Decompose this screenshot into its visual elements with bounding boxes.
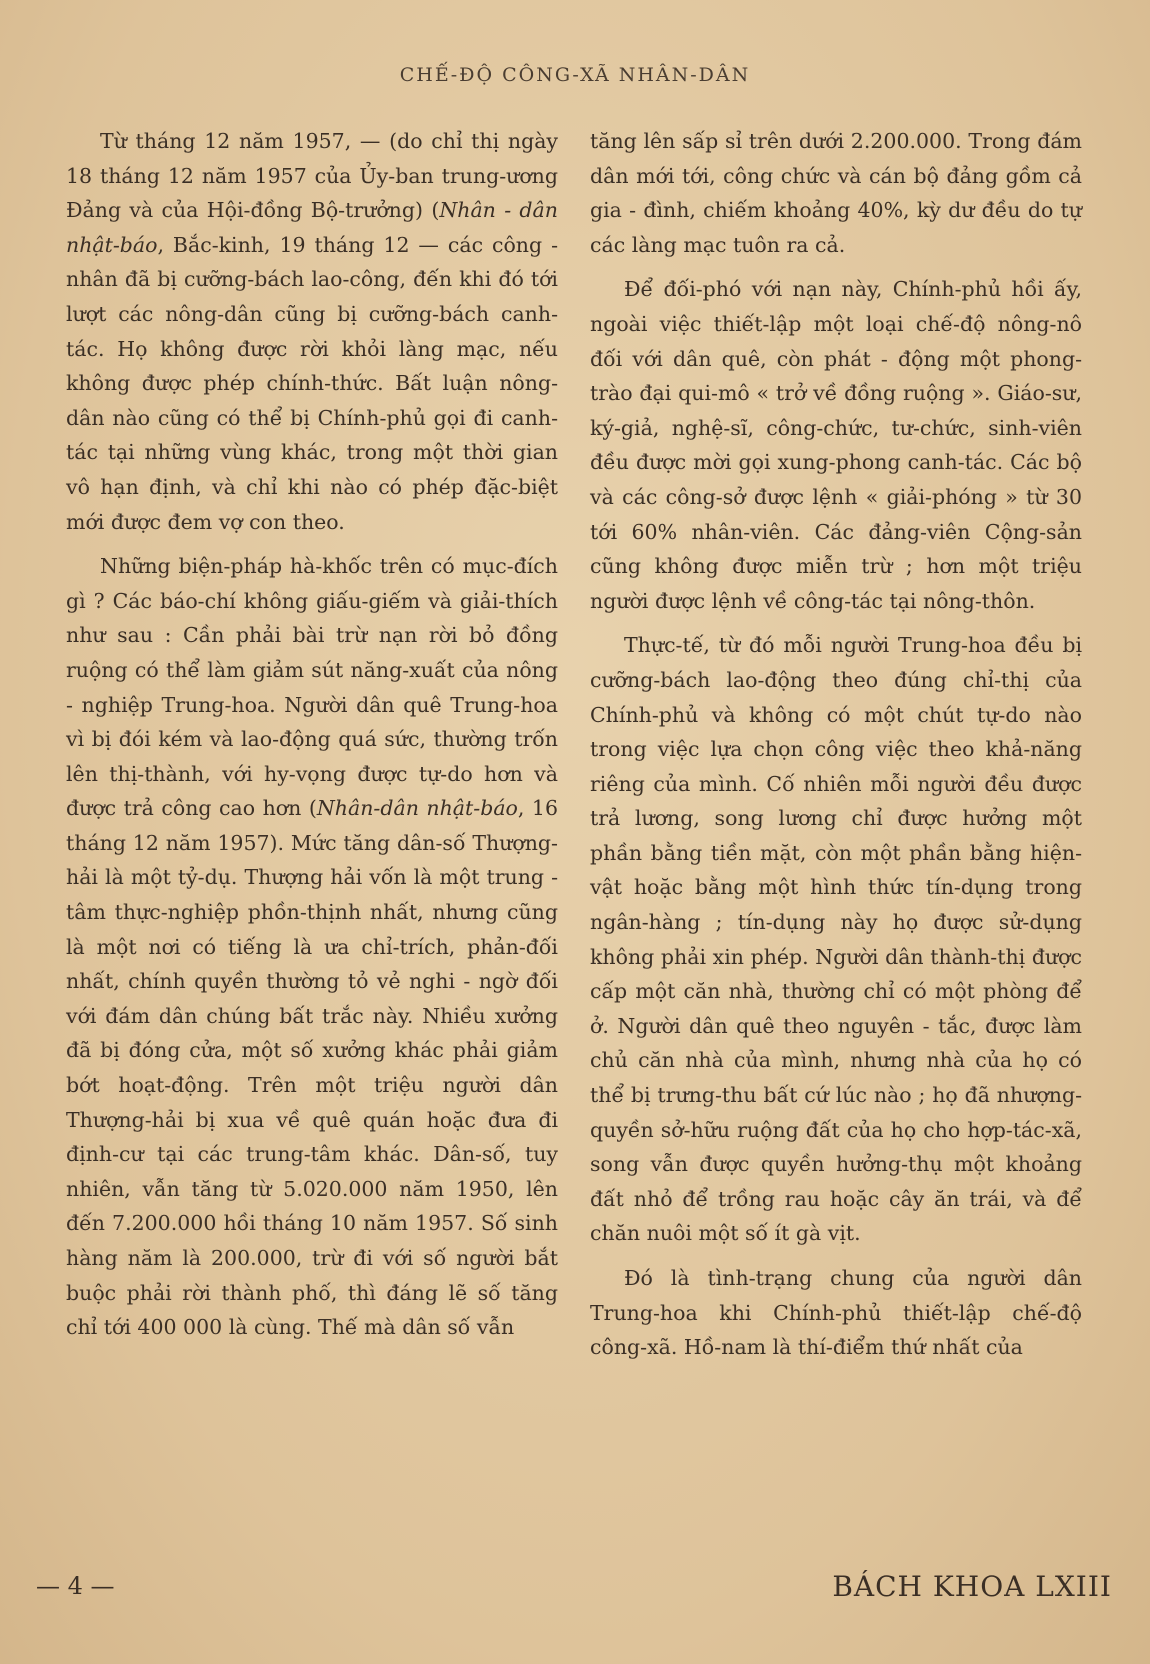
paragraph: Đó là tình-trạng chung của người dân Trung-hoa khi Chính-phủ thiết-lập chế-độ công-xã. Hồ-nam là thí-điểm thứ nhất của (590, 1266, 1082, 1360)
paragraph: Để đối-phó với nạn này, Chính-phủ hồi ấy, ngoài việc thiết-lập một loại chế-độ nông-nô đối với dân quê, còn phát - động một phong-trào đại qui-mô « trở về đồng ruộng ». Giáo-sư, ký-giả, nghệ-sĩ, công-chức, tư-chức, sinh-viên đều được mời gọi xung-phong canh-tác. Các bộ và các công-sở được lệnh « giải-phóng » từ 30 tới 60% nhân-viên. Các đảng-viên Cộng-sản cũng không được miễn trừ ; hơn một triệu người được lệnh về công-tác tại nông-thôn. (590, 277, 1082, 613)
paragraph-text: Những biện-pháp hà-khốc trên có mục-đích gì ? Các báo-chí không giấu-giếm và giải-thích như sau : Cần phải bài trừ nạn rời bỏ đồng ruộng có thể làm giảm sút năng-xuất của nông - nghiệp Trung-hoa. Người dân quê Trung-hoa vì bị đói kém và lao-động quá sức, thường trốn lên thị-thành, với hy-vọng được tự-do hơn và được trả công cao hơn ( (66, 554, 558, 821)
newspaper-name: Nhân - dân nhật-báo (66, 198, 558, 257)
paragraph (66, 549, 558, 1345)
magazine-issue: BÁCH KHOA LXIII (832, 1570, 1112, 1603)
page-number: — 4 — (36, 1572, 115, 1600)
running-title: CHẾ-ĐỘ CÔNG-XÃ NHÂN-DÂN (399, 64, 751, 86)
paragraph-text: , Bắc-kinh, 19 tháng 12 — các công - nhân đã bị cưỡng-bách lao-công, đến khi đó tới lượt các nông-dân cũng bị cưỡng-bách canh-tác. Họ không được rời khỏi làng mạc, nếu không được phép chính-thức. Bất luận nông-dân nào cũng có thể bị Chính-phủ gọi đi canh-tác tại những vùng khác, trong một thời gian vô hạn định, và chỉ khi nào có phép đặc-biệt mới được đem vợ con theo. (66, 232, 558, 534)
left-column (66, 124, 558, 1355)
paragraph (66, 124, 558, 539)
paragraph-text: Từ tháng 12 năm 1957, — (do chỉ thị ngày 18 tháng 12 năm 1957 của Ủy-ban trung-ương Đảng và của Hội-đồng Bộ-trưởng) ( (66, 129, 558, 223)
paragraph: tăng lên sấp sỉ trên dưới 2.200.000. Trong đám dân mới tới, công chức và cán bộ đảng gồm cả gia - đình, chiếm khoảng 40%, kỳ dư đều do tự các làng mạc tuôn ra cả. (590, 129, 1082, 257)
paragraph: Thực-tế, từ đó mỗi người Trung-hoa đều bị cưỡng-bách lao-động theo đúng chỉ-thị của Chính-phủ và không có một chút tự-do nào trong việc lựa chọn công việc theo khả-năng riêng của mình. Cố nhiên mỗi người đều được trả lương, song lương chỉ được hưởng một phần bằng tiền mặt, còn một phần bằng hiện-vật hoặc bằng một hình thức tín-dụng trong ngân-hàng ; tín-dụng này họ được sử-dụng không phải xin phép. Người dân thành-thị được cấp một căn nhà, thường chỉ có một phòng để ở. Người dân quê theo nguyên - tắc, được làm chủ căn nhà của mình, nhưng nhà của họ có thể bị trưng-thu bất cứ lúc nào ; họ đã nhượng-quyền sở-hữu ruộng đất của họ cho hợp-tác-xã, song vẫn được quyền hưởng-thụ một khoảng đất nhỏ để trồng rau hoặc cây ăn trái, và để chăn nuôi một số ít gà vịt. (590, 633, 1082, 1246)
paragraph-text: , 16 tháng 12 năm 1957). Mức tăng dân-số Thượng-hải là một tỷ-dụ. Thượng hải vốn là một trung - tâm thực-nghiệp phồn-thịnh nhất, nhưng cũng là một nơi có tiếng là ưa chỉ-trích, phản-đối nhất, chính quyền thường tỏ vẻ nghi - ngờ đối với đám dân chúng bất trắc này. Nhiều xưởng đã bị đóng cửa, một số xưởng khác phải giảm bớt hoạt-động. Trên một triệu người dân Thượng-hải bị xua về quê quán hoặc đưa đi định-cư tại các trung-tâm khác. Dân-số, tuy nhiên, vẫn tăng từ 5.020.000 năm 1950, lên đến 7.200.000 hồi tháng 10 năm 1957. Số sinh hàng năm là 200.000, trừ đi với số người bắt buộc phải rời thành phố, thì đáng lẽ số tăng chỉ tới 400 000 là cùng. Thế mà dân số vẫn (66, 796, 558, 1340)
newspaper-name: Nhân-dân nhật-báo (316, 796, 518, 821)
right-column (590, 124, 1082, 1375)
